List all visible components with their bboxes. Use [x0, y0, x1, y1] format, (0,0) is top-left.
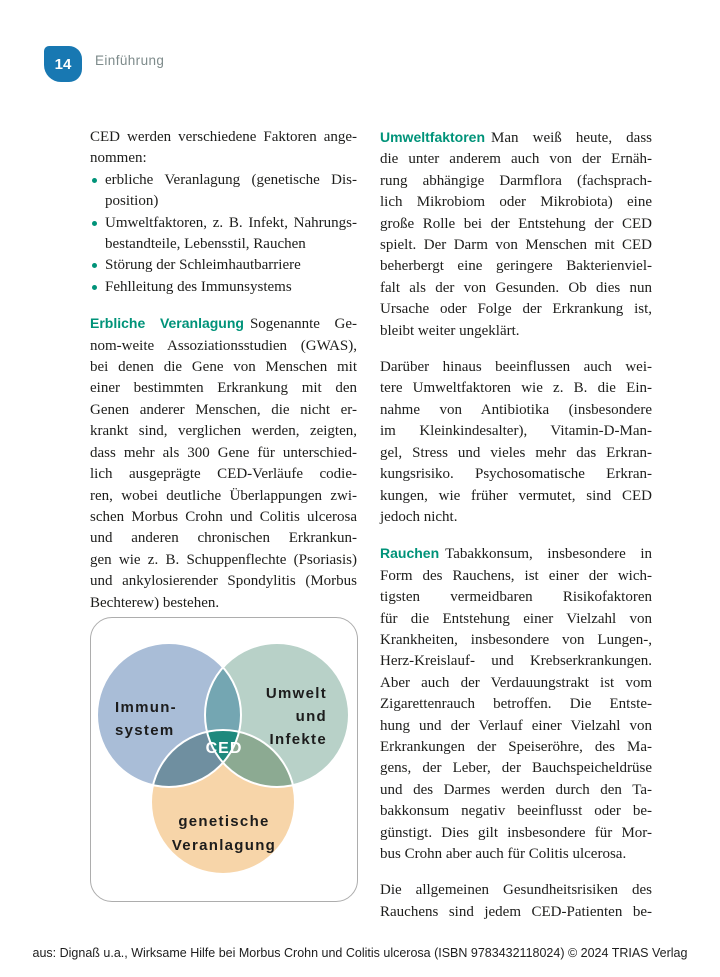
text-line: günstigt. Dies gilt insbesondere für Mor-	[380, 824, 652, 841]
text-line: tere Umweltfaktoren wie z. B. die Ein-	[380, 380, 652, 397]
text-line	[90, 313, 357, 335]
text-line: CED werden verschiedene Faktoren ange-	[90, 129, 357, 145]
footer-credit: aus: Dignaß u.a., Wirksame Hilfe bei Morbus Crohn und Colitis ulcerosa (ISBN 9783432118024) © 2024 TRIAS Verlag	[32, 946, 688, 960]
paragraph	[90, 313, 357, 614]
paragraph	[380, 543, 652, 865]
bullet-icon	[92, 178, 97, 183]
text-line: gel, Stress und vieles mehr das Erkran-	[380, 444, 652, 461]
paragraph-heading: Erbliche Veranlagung	[90, 315, 244, 332]
label-line: Umwelt	[265, 685, 327, 702]
text-line: einer bestimmten Erkrankung mit den	[90, 380, 357, 397]
text-line: und des Darmes werden durch den Ta-	[380, 781, 652, 798]
text-line: und ankylosierender Spondylitis (Morbus	[90, 573, 357, 590]
bullet-icon	[92, 263, 97, 268]
text-line: spielt. Der Darm von Menschen mit CED	[380, 237, 652, 254]
text-line: und anderen chronischen Erkrankun-	[90, 530, 357, 547]
paragraph	[380, 880, 652, 923]
bullet-icon	[92, 221, 97, 226]
text-line: beherbergt eine geringere Bakterienviel-	[380, 258, 652, 275]
text-line: krankt sind, verglichen werden, zeigten,	[90, 423, 357, 440]
text-line: rung abhängige Darmflora (fachsprach-	[380, 172, 652, 189]
text-line: bestandteile, Lebensstil, Rauchen	[105, 236, 306, 253]
text-line: die unter anderem auch von der Ernäh-	[380, 151, 652, 168]
paragraph-heading: Rauchen	[380, 545, 440, 562]
text-line: lich ausgeprägte CED-Verläufe codie-	[90, 466, 357, 483]
lead-text: Sogenannte Ge-	[249, 316, 357, 333]
label-line: genetische	[178, 813, 270, 830]
text-line: bus Crohn aber auch für Colitis ulcerosa.	[380, 846, 627, 862]
text-line: hung und der Verlauf einer Vielzahl von	[380, 717, 652, 734]
bullet-item	[90, 170, 357, 213]
right-column	[380, 127, 652, 923]
text-line: große Rolle bei der Entstehung der CED	[380, 215, 652, 232]
text-line: Fehlleitung des Immunsystems	[105, 278, 292, 295]
label-line: Immun-	[115, 699, 177, 716]
text-line: ren, wobei deutliche Überlappungen zwi-	[90, 487, 357, 504]
lead-text: Man weiß heute, dass	[491, 130, 652, 146]
text-line: Bechterew) bestehen.	[90, 594, 220, 611]
text-line: jedoch nicht.	[380, 508, 458, 525]
text-line: schen Morbus Crohn und Colitis ulcerosa	[90, 508, 357, 525]
text-line: tigsten vermeidbaren Risikofaktoren	[380, 589, 652, 606]
text-line: dass mehr als 300 Gene für unterschied-	[90, 444, 357, 461]
text-line: bleibt weiter ungeklärt.	[380, 322, 520, 339]
text-line: Zigarettenrauch betroffen. Die Entste-	[380, 696, 652, 713]
text-line: Ursache oder Folge der Erkrankung ist,	[380, 301, 652, 318]
text-line: falt als der von Gesunden. Ob dies nun	[380, 279, 652, 296]
venn-diagram-box	[90, 617, 358, 902]
text-line	[380, 543, 652, 565]
text-line: Genen anderer Menschen, die nicht er-	[90, 401, 357, 418]
text-line: kungsrisiko. Psychosomatische Erkran-	[380, 466, 652, 483]
paragraph	[380, 357, 652, 528]
text-line: Darüber hinaus beeinflussen auch wei-	[380, 359, 652, 376]
text-line: Krankheiten, insbesondere von Lungen-,	[380, 631, 652, 648]
label-line: Infekte	[269, 731, 327, 748]
text-line: nahme von Antibiotika (insbesondere	[380, 401, 652, 418]
paragraph	[90, 127, 357, 170]
bullet-list	[90, 170, 357, 298]
text-line: Störung der Schleimhautbarriere	[105, 257, 301, 274]
paragraph-heading: Umweltfaktoren	[380, 129, 486, 145]
text-line: erbliche Veranlagung (genetische Dis-	[105, 171, 357, 188]
text-line: Umweltfaktoren, z. B. Infekt, Nahrungs-	[105, 214, 357, 231]
text-line: Erkrankungen der Speiseröhre, des Ma-	[380, 738, 652, 755]
text-line: bakkonsum negativ beeinflusst oder be-	[380, 803, 652, 820]
ced-center-label: CED	[205, 740, 243, 757]
text-line: Rauchens sind jedem CED-Patienten be-	[380, 903, 652, 920]
text-line: position)	[105, 193, 159, 210]
text-line: Aber auch der Verdauungstrakt ist vom	[380, 674, 652, 691]
text-line: für die Entstehung einer Vielzahl von	[380, 610, 652, 627]
text-line: Die allgemeinen Gesundheitsrisiken des	[380, 882, 652, 899]
text-line: im Kleinkindesalter), Vitamin-D-Man-	[380, 423, 652, 440]
section-title: Einführung	[95, 53, 165, 68]
bullet-icon	[92, 285, 97, 290]
text-line: bei denen die Gene von Menschen mit	[90, 359, 357, 376]
left-column	[90, 127, 357, 614]
text-line: kungen, wie früher vermutet, sind CED	[380, 487, 652, 504]
bullet-item	[90, 213, 357, 256]
text-line: Herz-Kreislauf- und Krebserkrankungen.	[380, 653, 652, 670]
text-line: lich Mikrobiom oder Mikrobiota) eine	[380, 194, 652, 211]
text-line	[380, 127, 652, 149]
text-line: Form des Rauchens, ist einer der wich-	[380, 567, 652, 584]
label-line: Veranlagung	[171, 837, 277, 854]
text-line: gen wie z. B. Schuppenflechte (Psoriasis)	[90, 551, 357, 568]
genetics-label	[91, 810, 357, 858]
lead-text: Tabakkonsum, insbesondere in	[445, 546, 652, 563]
page-number-badge: 14	[44, 46, 82, 82]
immune-system-label	[115, 696, 177, 742]
text-line: nom-weite Assoziationsstudien (GWAS),	[90, 337, 357, 354]
text-line: nommen:	[90, 150, 147, 167]
bullet-item	[90, 277, 357, 298]
label-line: und	[295, 708, 327, 725]
label-line: system	[115, 722, 175, 739]
paragraph	[380, 127, 652, 342]
text-line: gens, der Leber, der Bauchspeicheldrüse	[380, 760, 652, 777]
bullet-item	[90, 255, 357, 276]
